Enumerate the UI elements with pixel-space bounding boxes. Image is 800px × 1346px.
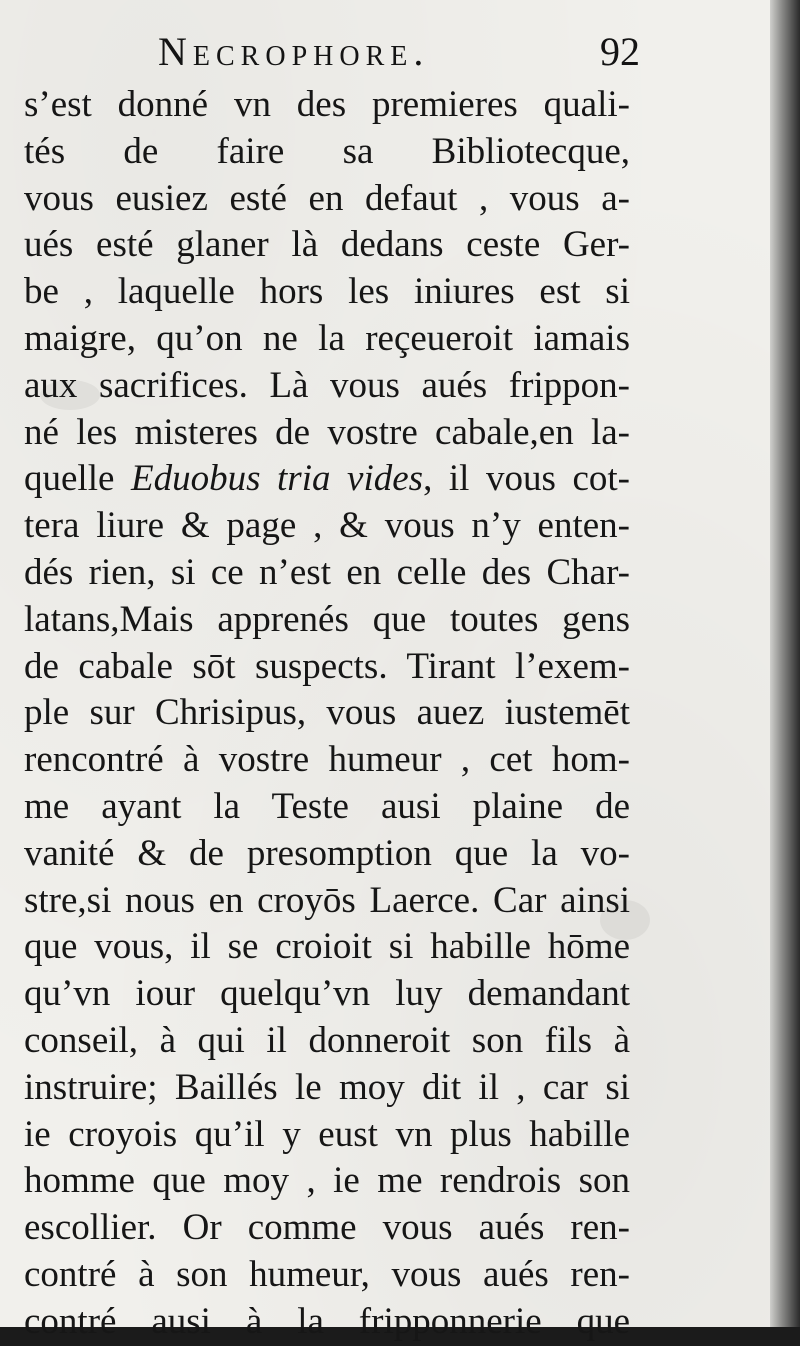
text-line: conseil, à qui il donneroit son fils à <box>24 1019 630 1061</box>
text-line: contré à son humeur, vous aués ren- <box>24 1253 630 1295</box>
text-line: stre,si nous en croyōs Laerce. Car ainsi <box>24 879 630 921</box>
text-line: rencontré à vostre humeur , cet hom- <box>24 739 630 781</box>
page-number: 92 <box>600 29 640 74</box>
text-line: latans,Mais apprenés que toutes gens <box>24 598 630 640</box>
text-line: be , laquelle hors les iniures est si <box>24 271 630 313</box>
text-line: instruire; Baillés le moy dit il , car si <box>24 1066 630 1108</box>
text-line: ple sur Chrisipus, vous auez iustemēt <box>24 692 630 734</box>
text-line: ués esté glaner là dedans ceste Ger- <box>24 224 630 266</box>
text-line: me ayant la Teste ausi plaine de <box>24 785 630 827</box>
text-line: s’est donné vn des premieres quali- <box>24 84 630 125</box>
text-line: escollier. Or comme vous aués ren- <box>24 1207 630 1249</box>
binding-shadow <box>770 0 800 1327</box>
text-line: vanité & de presomption que la vo- <box>24 832 630 874</box>
text-line: vous eusiez esté en defaut , vous a- <box>24 177 630 219</box>
text-line: qu’vn iour quelqu’vn luy demandant <box>24 973 630 1015</box>
latin-phrase: Eduobus tria vides <box>130 458 424 500</box>
text-line: ie croyois qu’il y eust vn plus habille <box>24 1113 630 1155</box>
text-line: dés rien, si ce n’est en celle des Char- <box>24 551 630 593</box>
text-line: homme que moy , ie me rendrois son <box>24 1160 630 1202</box>
text-line: maigre, qu’on ne la reçeueroit iamais <box>24 317 630 359</box>
text-line: quelle Eduobus tria vides, il vous cot- <box>24 458 630 500</box>
body-text <box>24 82 630 1346</box>
text-line: aux sacrifices. Là vous aués frippon- <box>24 364 630 406</box>
text-line: né les misteres de vostre cabale,en la- <box>24 411 630 453</box>
text-line: tera liure & page , & vous n’y enten- <box>24 505 630 547</box>
text-line: de cabale sōt suspects. Tirant l’exem- <box>24 645 630 687</box>
text-line: tés de faire sa Bibliotecque, <box>24 130 630 172</box>
text-line: que vous, il se croioit si habille hōme <box>24 926 630 968</box>
running-head: Necrophore. <box>158 29 430 74</box>
page-header <box>20 28 640 80</box>
text-line: contré ausi à la fripponnerie que <box>24 1300 630 1342</box>
